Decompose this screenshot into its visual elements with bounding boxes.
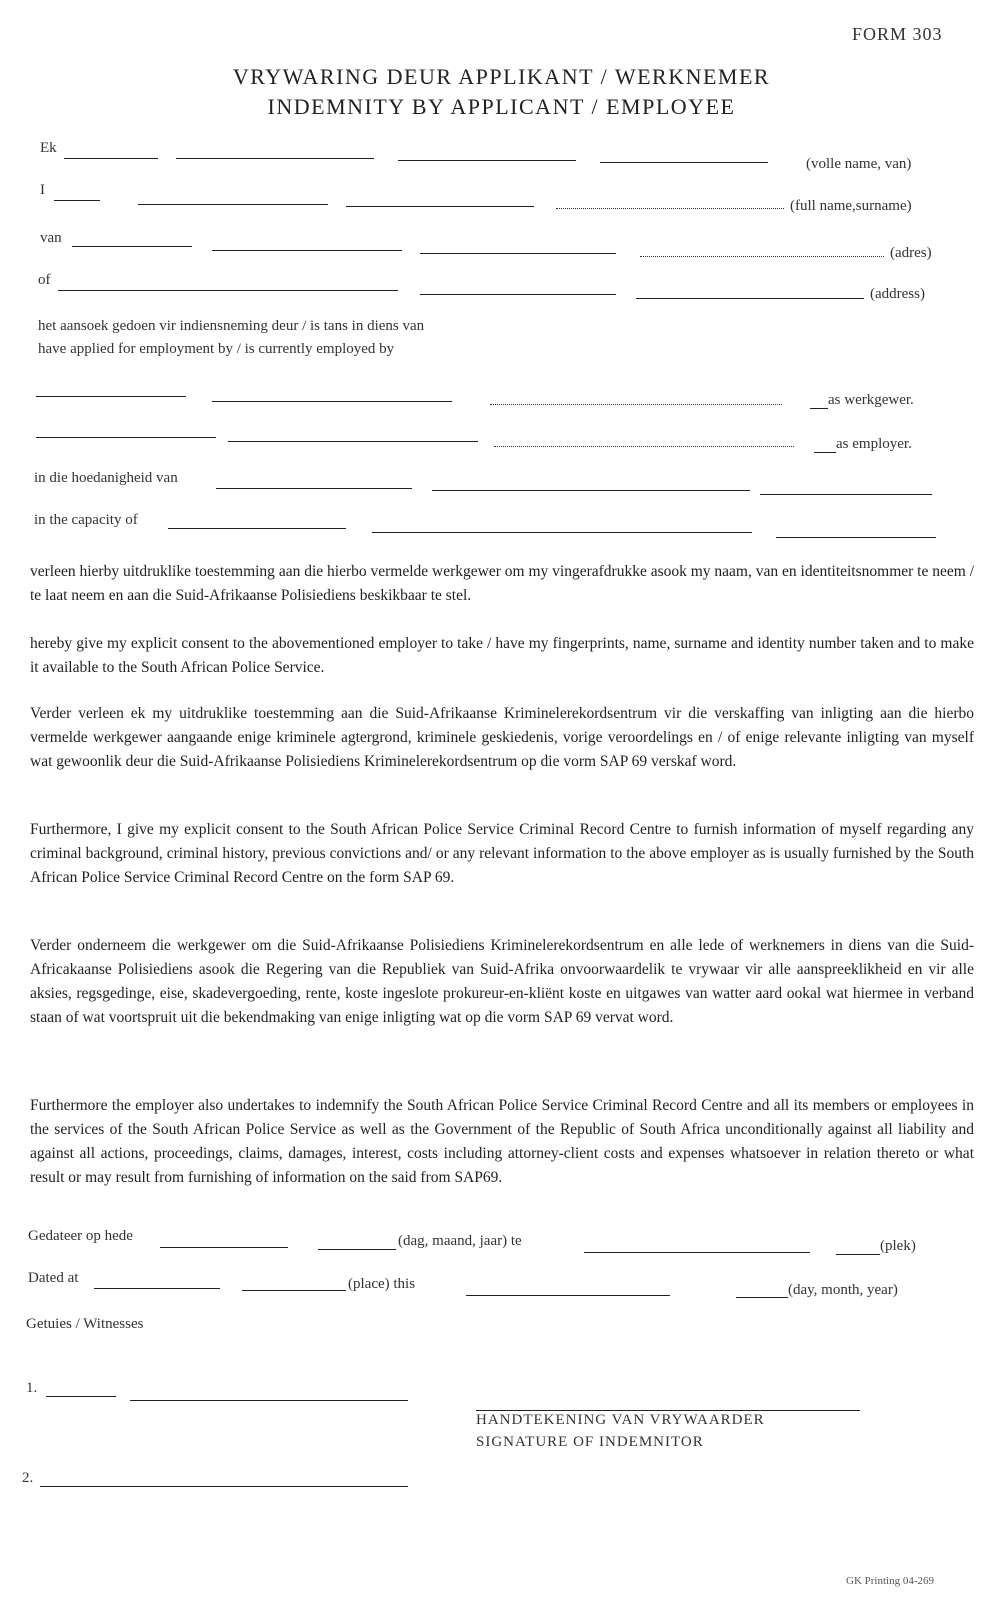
employer-en-field-2[interactable]	[228, 441, 478, 442]
plek-text: (plek)	[880, 1238, 916, 1254]
capacity-en-field-3[interactable]	[776, 537, 936, 538]
gedateer-field-1[interactable]	[160, 1247, 288, 1248]
dated-at-field-2[interactable]	[242, 1290, 346, 1291]
employer-en-field-4[interactable]	[814, 452, 836, 453]
full-names-af-hint: (volle name, van)	[806, 156, 912, 172]
address-en-field-2[interactable]	[420, 294, 616, 295]
address-af-field-2[interactable]	[212, 250, 402, 251]
witness-1-number: 1.	[26, 1380, 38, 1396]
capacity-en-field-1[interactable]	[168, 528, 346, 529]
witness-2-number: 2.	[22, 1470, 34, 1486]
place-this-text: (place) this	[348, 1276, 416, 1292]
gedateer-label: Gedateer op hede	[28, 1228, 133, 1244]
dated-at-label: Dated at	[28, 1270, 79, 1286]
dag-maand-jaar-text: (dag, maand, jaar) te	[398, 1233, 522, 1249]
signature-en-label: SIGNATURE OF INDEMNITOR	[476, 1434, 704, 1450]
day-month-year-field-2[interactable]	[736, 1297, 788, 1298]
address-af-field-1[interactable]	[72, 246, 192, 247]
signature-af-label: HANDTEKENING VAN VRYWAARDER	[476, 1412, 765, 1428]
capacity-af-field-1[interactable]	[216, 488, 412, 489]
full-names-en-hint: (full name,surname)	[790, 198, 912, 214]
witness-2-field[interactable]	[40, 1486, 408, 1487]
of-label: of	[38, 272, 51, 288]
crc-consent-paragraph-en: Furthermore, I give my explicit consent to the South African Police Service Criminal Record Centre to furnish information of myself regarding any criminal background, criminal history, previous convictions and/ or any relevant information to the above employer as is usually furnished by the South African Police Service Criminal Record Centre on the form SAP 69.	[30, 821, 974, 886]
address-af-hint: (adres)	[890, 245, 932, 261]
applied-af-text: het aansoek gedoen vir indiensneming deur / is tans in diens van	[38, 318, 425, 334]
employer-af-field-4[interactable]	[810, 408, 828, 409]
van-label: van	[40, 230, 62, 246]
capacity-af-field-2[interactable]	[432, 490, 750, 491]
as-employer-af-text: as werkgewer.	[828, 392, 914, 408]
ek-field-4[interactable]	[600, 162, 768, 163]
witness-1-field-1[interactable]	[46, 1396, 116, 1397]
employer-af-field-2[interactable]	[212, 401, 452, 402]
address-af-field-4[interactable]	[640, 256, 884, 257]
title-english: INDEMNITY BY APPLICANT / EMPLOYEE	[267, 94, 736, 119]
dated-at-field-1[interactable]	[94, 1288, 220, 1289]
i-label: I	[40, 182, 45, 198]
capacity-en-label: in the capacity of	[34, 512, 138, 528]
consent-paragraph-en: hereby give my explicit consent to the abovementioned employer to take / have my fingerprints, name, surname and identity number taken and to make it available to the South African Police Service.	[30, 635, 974, 676]
printer-mark: GK Printing 04-269	[846, 1575, 934, 1587]
ek-field-3[interactable]	[398, 160, 576, 161]
capacity-af-label: in die hoedanigheid van	[34, 470, 178, 486]
indemnity-paragraph-af: Verder onderneem die werkgewer om die Suid-Afrikaanse Polisiediens Kriminelerekordsentrum en alle lede of werknemers in diens van die Suid-Africakaanse Polisiediens asook die Regering van die Republiek van Suid-Afrika onvoorwaardelik te vrywaar vir alle aanspreeklikheid en vir alle aksies, regsgedinge, eise, skadevergoeding, rente, koste ingeslote prokureur-en-kliënt koste en uitgawes van watter aard ookal wat hiermee in verband staan of wat voortspruit uit die bekendmaking van enige inligting wat op die vorm SAP 69 vervat word.	[30, 937, 974, 1026]
witness-1-field-2[interactable]	[130, 1400, 408, 1401]
consent-paragraph-af: verleen hierby uitdruklike toestemming aan die hierbo vermelde werkgewer om my vingerafdrukke asook my naam, van en identiteitsnommer te neem / te laat neem en aan die Suid-Afrikaanse Polisiediens beskikbaar te stel.	[30, 563, 974, 604]
plek-field-1[interactable]	[584, 1252, 810, 1253]
i-field-1[interactable]	[54, 200, 100, 201]
as-employer-en-text: as employer.	[836, 436, 912, 452]
plek-field-2[interactable]	[836, 1254, 880, 1255]
gedateer-field-2[interactable]	[318, 1249, 396, 1250]
signature-field[interactable]	[476, 1410, 860, 1411]
indemnity-paragraph-en: Furthermore the employer also undertakes to indemnify the South African Police Service Criminal Record Centre and all its members or employees in the services of the South African Police Service as well as the Government of the Republic of South Africa unconditionally against all liability and against all actions, proceedings, claims, damages, interest, costs including attorney-client costs and expenses whatsoever in relation thereto or what result or may result from furnishing of information on the said from SAP69.	[30, 1097, 974, 1186]
ek-label: Ek	[40, 140, 57, 156]
i-field-4[interactable]	[556, 208, 784, 209]
i-field-2[interactable]	[138, 204, 328, 205]
ek-field-1[interactable]	[64, 158, 158, 159]
address-en-field-3[interactable]	[636, 298, 864, 299]
i-field-3[interactable]	[346, 206, 534, 207]
employer-en-field-3[interactable]	[494, 446, 794, 447]
employer-en-field-1[interactable]	[36, 437, 216, 438]
employer-af-field-1[interactable]	[36, 396, 186, 397]
address-en-field-1[interactable]	[58, 290, 398, 291]
address-af-field-3[interactable]	[420, 253, 616, 254]
day-month-year-text: (day, month, year)	[788, 1282, 898, 1298]
capacity-af-field-3[interactable]	[760, 494, 932, 495]
day-month-year-field-1[interactable]	[466, 1295, 670, 1296]
crc-consent-paragraph-af: Verder verleen ek my uitdruklike toestemming aan die Suid-Afrikaanse Kriminelerekordsentrum vir die verskaffing van inligting aan die hierbo vermelde werkgewer aangaande enige kriminele agtergrond, kriminele geskiedenis, vorige veroordelings en / of enige relevante inligting van myself wat gewoonlik deur die Suid-Afrikaanse Polisiediens Kriminelerekordsentrum op die vorm SAP 69 verskaf word.	[30, 705, 974, 770]
applied-en-text: have applied for employment by / is currently employed by	[38, 341, 395, 357]
ek-field-2[interactable]	[176, 158, 374, 159]
title-afrikaans: VRYWARING DEUR APPLIKANT / WERKNEMER	[232, 64, 771, 89]
employer-af-field-3[interactable]	[490, 404, 782, 405]
address-en-hint: (address)	[870, 286, 925, 302]
form-number: FORM 303	[852, 24, 943, 44]
witnesses-label: Getuies / Witnesses	[26, 1316, 144, 1332]
capacity-en-field-2[interactable]	[372, 532, 752, 533]
